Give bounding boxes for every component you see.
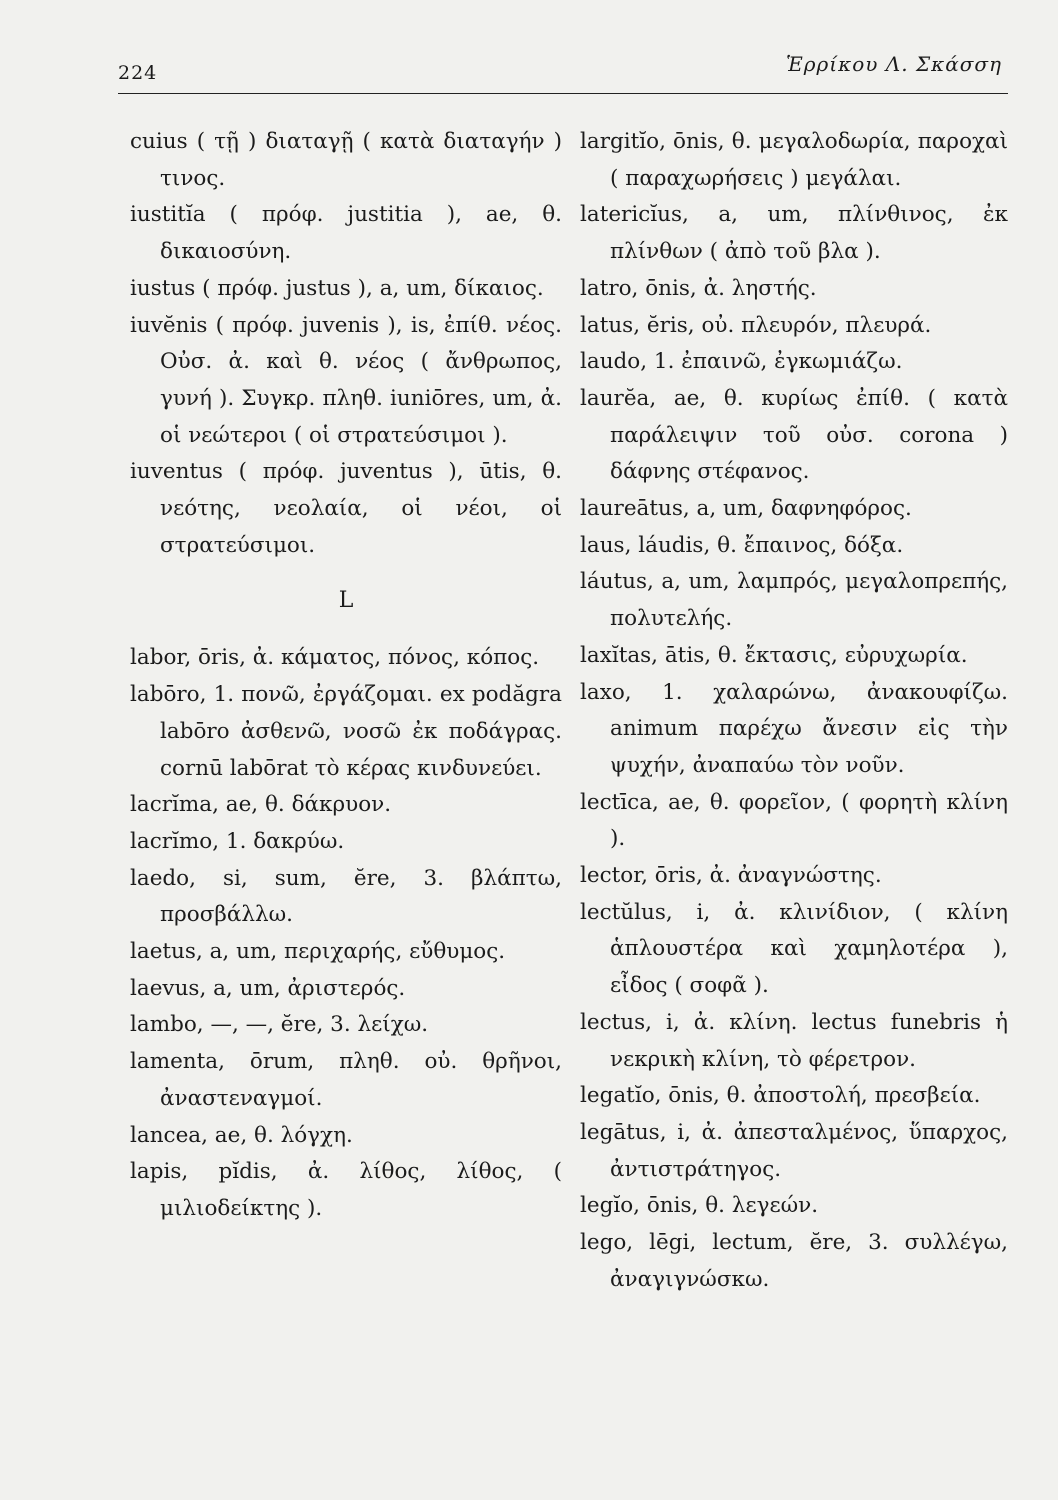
dictionary-entry: laudo, 1. ἐπαινῶ, ἐγκωμιάζω.: [580, 349, 903, 375]
dictionary-entry: cuius ( τῇ ) διαταγῇ ( κατὰ διαταγήν ) τινος.: [130, 129, 562, 191]
running-title: Ἑρρίκου Λ. Σκάσση: [785, 52, 1002, 76]
dictionary-entry: lacrĭma, ae, θ. δάκρυον.: [130, 792, 392, 818]
dictionary-entry: laus, láudis, θ. ἔπαινος, δόξα.: [580, 532, 904, 558]
dictionary-entry: lambo, —, —, ĕre, 3. λείχω.: [130, 1012, 429, 1038]
dictionary-entry: laxo, 1. χαλαρώνω, ἀνακουφίζω. animum παρέχω ἄνεσιν εἰς τὴν ψυχήν, ἀναπαύω τὸν νοῦν.: [580, 679, 1008, 778]
dictionary-entry: largitĭo, ōnis, θ. μεγαλοδωρία, παροχαὶ ( παραχωρήσεις ) μεγάλαι.: [580, 129, 1008, 191]
dictionary-entry: legĭo, ōnis, θ. λεγεών.: [580, 1193, 819, 1219]
dictionary-entry: laurĕa, ae, θ. κυρίως ἐπίθ. ( κατὰ παράλειψιν τοῦ οὐσ. corona ) δάφνης στέφανος.: [580, 385, 1008, 485]
dictionary-entry: laureātus, a, um, δαφνηφόρος.: [580, 496, 912, 522]
dictionary-entry: latus, ĕris, οὐ. πλευρόν, πλευρά.: [580, 312, 932, 338]
dictionary-entry: lego, lēgi, lectum, ĕre, 3. συλλέγω, ἀναγιγνώσκω.: [580, 1230, 1008, 1292]
dictionary-entry: lector, ōris, ἀ. ἀναγνώστης.: [580, 863, 882, 889]
dictionary-entry: labor, ōris, ἀ. κάματος, πόνος, κόπος.: [130, 645, 540, 671]
dictionary-entry: latericĭus, a, um, πλίνθινος, ἐκ πλίνθων ( ἀπὸ τοῦ βλα ).: [580, 202, 1008, 265]
dictionary-entry: lancea, ae, θ. λόγχη.: [130, 1122, 353, 1148]
header-rule: [118, 93, 1008, 94]
dictionary-entry: labōro, 1. πονῶ, ἐργάζομαι. ex podăgra labōro ἀσθενῶ, νοσῶ ἐκ ποδάγρας. cornū labōrat τὸ κέρας κινδυνεύει.: [130, 682, 562, 781]
section-letter: L: [338, 588, 354, 614]
dictionary-entry: lectŭlus, i, ἀ. κλινίδιον, ( κλίνη ἁπλουστέρα καὶ χαμηλοτέρα ), εἶδος ( σοφᾶ ).: [580, 899, 1008, 999]
dictionary-entry: iustitĭa ( πρόφ. justitia ), ae, θ. δικαιοσύνη.: [130, 202, 562, 265]
dictionary-entry: iuvĕnis ( πρόφ. juvenis ), is, ἐπίθ. νέος. Οὐσ. ἀ. καὶ θ. νέος ( ἄνθρωπος, γυνή ). Συγκρ. πληθ. iuniōres, um, ἀ. οἱ νεώτεροι ( οἱ στρατεύσιμοι ).: [130, 312, 562, 448]
right-column: [580, 124, 1008, 1299]
dictionary-entry: laxĭtas, ātis, θ. ἔκτασις, εὐρυχωρία.: [580, 642, 968, 668]
dictionary-entry: láutus, a, um, λαμπρός, μεγαλοπρεπής, πολυτελής.: [580, 569, 1008, 632]
page-number: 224: [118, 62, 158, 84]
dictionary-entry: iustus ( πρόφ. justus ), a, um, δίκαιος.: [130, 275, 544, 301]
dictionary-entry: lamenta, ōrum, πληθ. οὐ. θρῆνοι, ἀναστεναγμοί.: [130, 1049, 562, 1111]
dictionary-entry: laedo, si, sum, ĕre, 3. βλάπτω, προσβάλλω.: [130, 865, 562, 928]
dictionary-entry: laevus, a, um, ἀριστερός.: [130, 975, 406, 1001]
dictionary-entry: lectus, i, ἀ. κλίνη. lectus funebris ἡ νεκρικὴ κλίνη, τὸ φέρετρον.: [580, 1009, 1008, 1072]
dictionary-entry: lectīca, ae, θ. φορεῖον, ( φορητὴ κλίνη ).: [580, 789, 1008, 852]
dictionary-entry: iuventus ( πρόφ. juventus ), ūtis, θ. νεότης, νεολαία, οἱ νέοι, οἱ στρατεύσιμοι.: [130, 459, 562, 558]
dictionary-entry: laetus, a, um, περιχαρής, εὔθυμος.: [130, 939, 506, 965]
left-column: [130, 124, 562, 1228]
dictionary-entry: legatĭo, ōnis, θ. ἀποστολή, πρεσβεία.: [580, 1083, 981, 1109]
dictionary-entry: lacrĭmo, 1. δακρύω.: [130, 828, 345, 854]
dictionary-entry: latro, ōnis, ἀ. ληστής.: [580, 275, 817, 301]
dictionary-entry: legātus, i, ἀ. ἀπεσταλμένος, ὕπαρχος, ἀντιστράτηγος.: [580, 1119, 1008, 1182]
page-header: [118, 52, 1008, 92]
dictionary-entry: lapis, pĭdis, ἀ. λίθος, λίθος, ( μιλιοδείκτης ).: [130, 1159, 562, 1221]
